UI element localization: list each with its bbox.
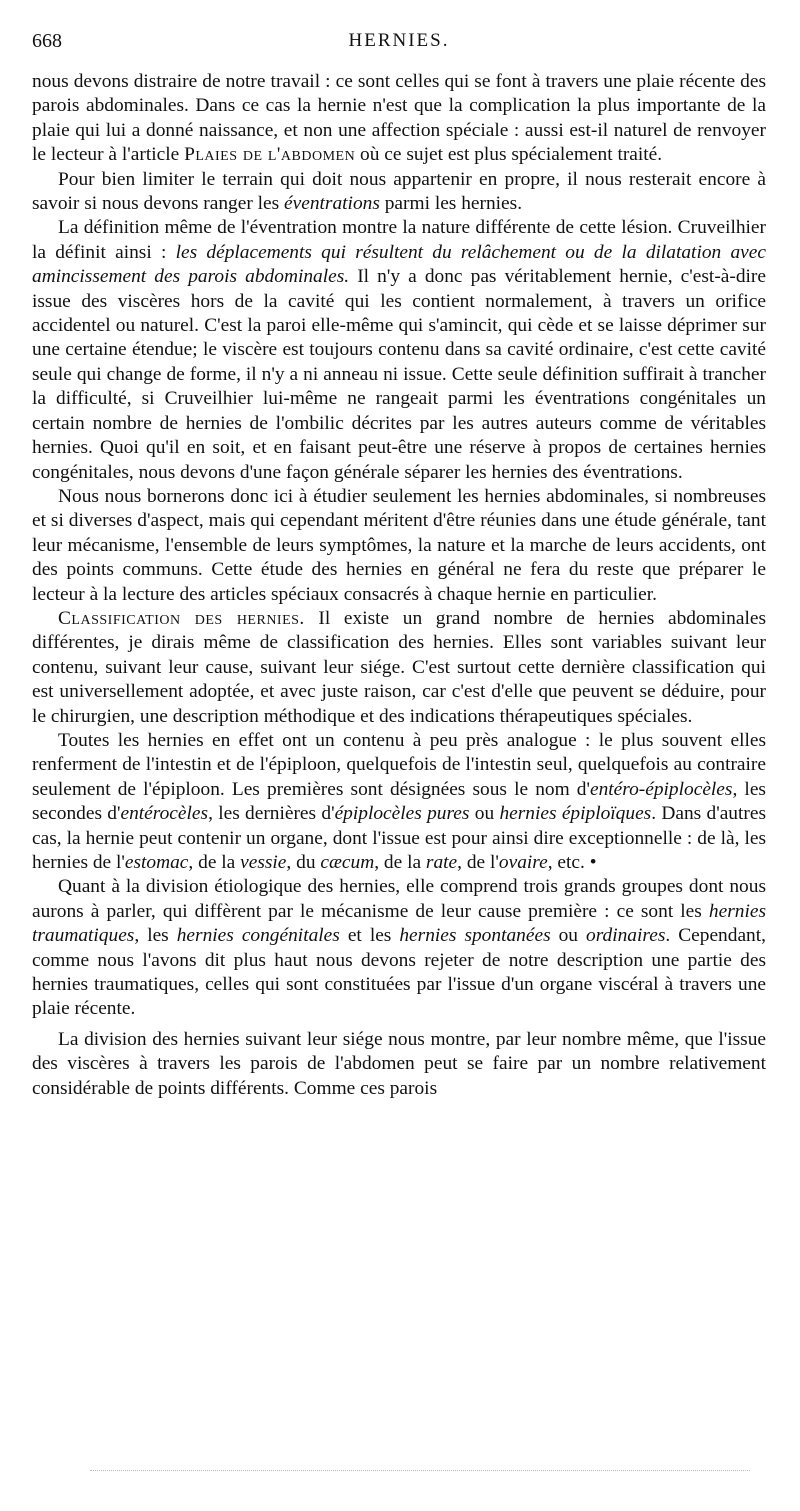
- text-run: La définition même de l'éventration montre la nature différente de cette lésion. Cruveilhier la définit ainsi :: [32, 217, 766, 263]
- page-number: 668: [32, 30, 62, 52]
- italic-text: rate: [425, 852, 458, 873]
- text-run: Toutes les hernies en effet ont un contenu à peu près analogue : le plus souvent elles renferment de l'intestin et de l'épiploon, quelquefois de l'intestin seul, quelquefois au contraire seulement de l'épiploon. Les premières sont désignées sous le nom d': [32, 729, 766, 800]
- running-head: [32, 30, 766, 60]
- text-run: ou: [550, 925, 586, 947]
- italic-text: entérocèles: [120, 803, 209, 825]
- paragraph-continuation: [32, 70, 766, 168]
- document-page: [32, 30, 766, 1101]
- italic-text: ovaire: [498, 852, 548, 873]
- paragraph-eventration-definition: [32, 216, 766, 484]
- text-run: La division des hernies suivant leur siége nous montre, par leur nombre même, que l'issue des viscères à travers les parois de l'abdomen peut se faire par un nombre relativement considérable de points différents. Comme ces parois: [32, 1028, 766, 1099]
- text-run: où ce sujet est plus spécialement traité.: [355, 144, 663, 166]
- italic-text: hernies congénitales: [176, 925, 340, 947]
- paragraph-division-by-site: [32, 1028, 766, 1101]
- text-run: Nous nous bornerons donc ici à étudier seulement les hernies abdominales, si nombreuses et si diverses d'aspect, mais qui cependant méritent d'être réunies dans une étude générale, tant leur mécanisme, l'ensemble de leurs symptômes, la nature et la marche de leurs accidents, ont des points communs. Cette étude des hernies en général ne fera du reste que préparer le lecteur à la lecture des articles spéciaux consacrés à chaque hernie en particulier.: [32, 485, 766, 605]
- text-run: . Dans d'autres cas, la hernie peut contenir un organe, dont l'issue est pour ainsi dire exceptionnelle : de là, les hernies de l': [32, 803, 767, 873]
- paragraph-etiologic-division: [32, 875, 766, 1021]
- paragraph-eventrations-question: [32, 168, 766, 217]
- italic-text: entéro-épiplocèles: [589, 778, 733, 800]
- text-run: , de la: [188, 852, 241, 873]
- small-caps-text: Classification des hernies.: [58, 607, 305, 629]
- italic-text: ordinaires: [586, 925, 666, 947]
- text-run: Quant à la division étiologique des hernies, elle comprend trois grands groupes dont nous aurons à parler, qui diffèrent par le mécanisme de leur cause première : ce sont les: [32, 876, 766, 922]
- text-run: , du: [286, 852, 321, 873]
- text-run: , de l': [457, 852, 499, 873]
- text-run: nous devons distraire de notre travail : ce sont celles qui se font à travers une plaie récente des parois abdominales. Dans ce cas la hernie n'est que la complication la plus importante de la plaie qui lui a donné naissance, et non une affection spéciale : aussi est-il naturel de renvoyer le lecteur à l'article: [32, 71, 766, 166]
- running-title: HERNIES.: [348, 30, 450, 51]
- text-run: , les dernières d': [208, 803, 335, 825]
- text-run: et les: [339, 925, 400, 947]
- italic-text: hernies épiploïques: [499, 803, 652, 825]
- italic-text: les déplacements qui résultent du relâchement ou de la dilatation avec amincissement des parois abdominales.: [32, 241, 766, 288]
- italic-text: cæcum: [320, 852, 375, 873]
- bottom-scan-artifact-line: [90, 1470, 750, 1471]
- text-run: Il existe un grand nombre de hernies abdominales différentes, je dirais même de classification des hernies. Elles sont variables suivant leur contenu, suivant leur cause, suivant leur siége. C'est surtout cette dernière classification qui est universellement adoptée, et avec juste raison, car c'est d'elle que peuvent se déduire, pour le chirurgien, une description méthodique et des indications thérapeutiques spéciales.: [32, 607, 766, 727]
- text-run: Pour bien limiter le terrain qui doit nous appartenir en propre, il nous resterait encore à savoir si nous devons ranger les: [32, 168, 766, 215]
- paragraph-classification: [32, 607, 766, 729]
- italic-text: vessie: [240, 852, 287, 873]
- text-run: parmi les hernies.: [379, 193, 523, 215]
- text-run: . Cependant, comme nous l'avons dit plus haut nous devons rejeter de notre description une partie des hernies traumatiques, celles qui sont constituées par l'issue d'un organe viscéral à travers une plaie récente.: [32, 925, 766, 1020]
- paragraph-abdominal-hernias: [32, 485, 766, 607]
- text-run: Il n'y a donc pas véritablement hernie, c'est-à-dire issue des viscères hors de la cavité qui les contient normalement, à travers un orifice accidentel ou naturel. C'est la paroi elle-même qui s'amincit, qui cède et se laisse déprimer sur une certaine étendue; le viscère est toujours contenu dans sa cavité ordinaire, c'est cette cavité seule qui change de forme, il n'y a ni anneau ni issue. Cette seule définition suffirait à trancher la difficulté, si Cruveilhier lui-même ne rangeait parmi les éventrations congénitales un certain nombre de hernies de l'ombilic décrites par les autres auteurs comme de véritables hernies. Quoi qu'il en soit, et en faisant peut-être une réserve à propos de certaines hernies congénitales, nous devons d'une façon générale séparer les hernies des éventrations.: [32, 266, 766, 483]
- text-run: , de la: [374, 852, 426, 873]
- text-run: , les: [134, 925, 177, 947]
- italic-text: estomac: [124, 852, 189, 873]
- italic-text: hernies spontanées: [399, 925, 551, 947]
- text-run: , les secondes d': [32, 778, 766, 825]
- paragraph-hernia-contents: [32, 729, 766, 875]
- small-caps-text: Plaies de l'abdomen: [184, 144, 356, 166]
- text-run: ou: [469, 803, 500, 825]
- italic-text: hernies traumatiques: [32, 900, 766, 947]
- italic-text: épiplocèles pures: [334, 803, 470, 825]
- body-text: [32, 70, 766, 1101]
- text-run: , etc. •: [547, 852, 597, 873]
- italic-text: éventrations: [284, 193, 380, 215]
